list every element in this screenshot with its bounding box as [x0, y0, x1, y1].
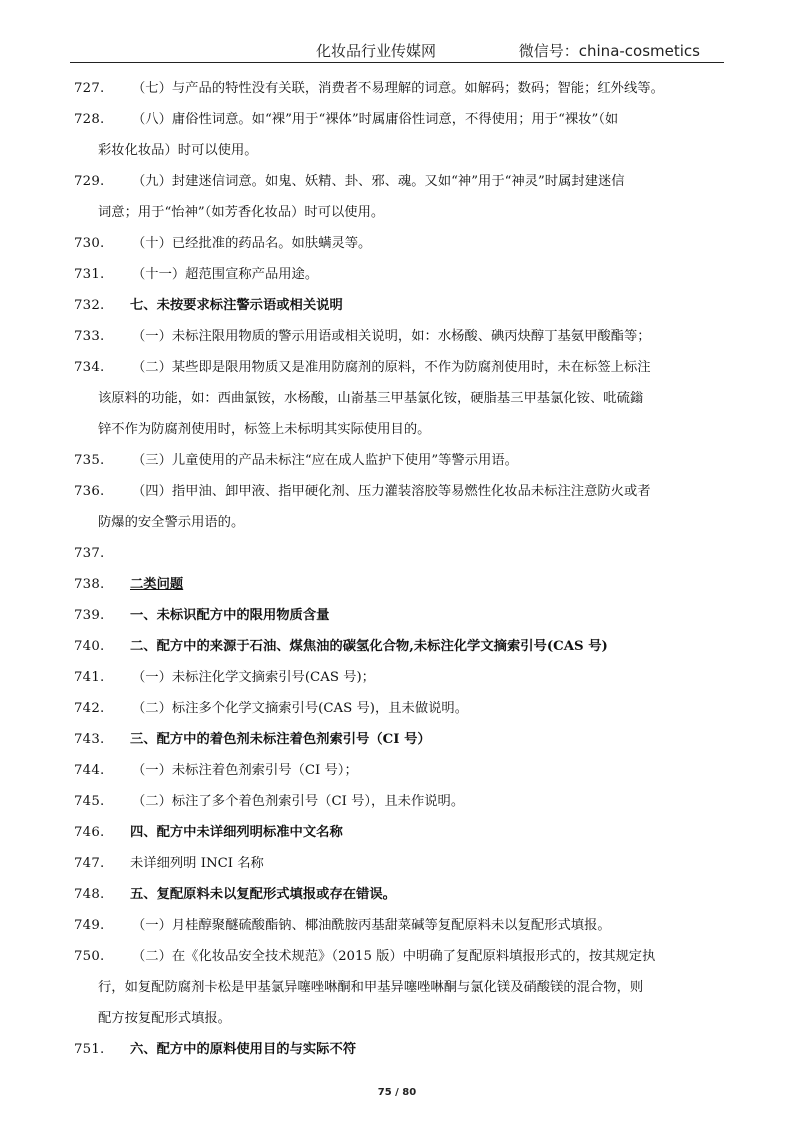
- section-heading: 二、配方中的来源于石油、煤焦油的碳氢化合物,未标注化学文摘索引号(CAS 号): [130, 639, 608, 654]
- line-737: [74, 541, 724, 572]
- line-738: [74, 572, 724, 603]
- line-text: （十）已经批准的药品名。如肤螨灵等。: [132, 236, 372, 251]
- line-text: 彩妆化妆品）时可以使用。: [98, 143, 258, 158]
- line-number: 733.: [74, 329, 105, 344]
- line-text: 防爆的安全警示用语的。: [98, 515, 245, 530]
- line-number: 742.: [74, 701, 105, 716]
- line-text: （八）庸俗性词意。如“裸”用于“裸体”时属庸俗性词意，不得使用；用于“裸妆”（如: [132, 112, 619, 127]
- line-number: 732.: [74, 298, 105, 313]
- section-heading: 一、未标识配方中的限用物质含量: [130, 608, 330, 623]
- line-727: [74, 76, 724, 107]
- line-number: 734.: [74, 360, 105, 375]
- line-731: [74, 262, 724, 293]
- line-text: （九）封建迷信词意。如鬼、妖精、卦、邪、魂。又如“神”用于“神灵”时属封建迷信: [132, 174, 625, 189]
- line-number: 750.: [74, 949, 105, 964]
- line-729: [74, 169, 724, 200]
- line-747: [74, 851, 724, 882]
- line-number: 747.: [74, 856, 105, 871]
- line-735: [74, 448, 724, 479]
- line-text: （二）标注了多个着色剂索引号（CI 号），且未作说明。: [132, 794, 465, 809]
- line-740: [74, 634, 724, 665]
- line-number: 744.: [74, 763, 105, 778]
- section-heading: 三、配方中的着色剂未标注着色剂索引号（CI 号）: [130, 732, 431, 747]
- line-text: （二）某些即是限用物质又是准用防腐剂的原料，不作为防腐剂使用时，未在标签上标注: [132, 360, 651, 375]
- line-number: 741.: [74, 670, 105, 685]
- line-text: （七）与产品的特性没有关联，消费者不易理解的词意。如解码；数码；智能；红外线等。: [132, 81, 664, 96]
- line-number: 729.: [74, 174, 105, 189]
- line-number: 743.: [74, 732, 105, 747]
- line-text: （一）月桂醇聚醚硫酸酯钠、椰油酰胺丙基甜菜碱等复配原料未以复配形式填报。: [132, 918, 611, 933]
- section-heading: 五、复配原料未以复配形式填报或存在错误。: [130, 887, 396, 902]
- line-text: （一）未标注化学文摘索引号(CAS 号)；: [132, 670, 375, 685]
- line-743: [74, 727, 724, 758]
- line-750: [74, 944, 724, 975]
- line-744: [74, 758, 724, 789]
- line-text: （一）未标注限用物质的警示用语或相关说明，如：水杨酸、碘丙炔醇丁基氨甲酸酯等；: [132, 329, 651, 344]
- line-751: [74, 1037, 724, 1068]
- line-number: 728.: [74, 112, 105, 127]
- line-741: [74, 665, 724, 696]
- section-heading: 六、配方中的原料使用目的与实际不符: [130, 1042, 357, 1057]
- line-number: 727.: [74, 81, 105, 96]
- line-text: 行，如复配防腐剂卡松是甲基氯异噻唑啉酮和甲基异噻唑啉酮与氯化镁及硝酸镁的混合物，则: [98, 980, 644, 995]
- page-header: [70, 38, 724, 63]
- line-number: 749.: [74, 918, 105, 933]
- line-number: 745.: [74, 794, 105, 809]
- line-number: 738.: [74, 577, 105, 592]
- line-text: （二）在《化妆品安全技术规范》（2015 版）中明确了复配原料填报形式的，按其规定执: [132, 949, 656, 964]
- line-750-cont: [74, 975, 724, 1006]
- page-number: 75 / 80: [377, 1087, 417, 1098]
- line-750-cont2: [74, 1006, 724, 1037]
- line-number: 739.: [74, 608, 105, 623]
- line-number: 746.: [74, 825, 105, 840]
- line-text: （四）指甲油、卸甲液、指甲硬化剂、压力灌装溶胶等易燃性化妆品未标注注意防火或者: [132, 484, 651, 499]
- line-text: （十一）超范围宣称产品用途。: [132, 267, 319, 282]
- line-734: [74, 355, 724, 386]
- line-739: [74, 603, 724, 634]
- line-text: （三）儿童使用的产品未标注“应在成人监护下使用”等警示用语。: [132, 453, 518, 468]
- line-730: [74, 231, 724, 262]
- line-742: [74, 696, 724, 727]
- line-number: 730.: [74, 236, 105, 251]
- line-729-cont: [74, 200, 724, 231]
- document-body: [74, 76, 724, 1068]
- line-733: [74, 324, 724, 355]
- line-748: [74, 882, 724, 913]
- line-number: 737.: [74, 546, 105, 561]
- line-number: 735.: [74, 453, 105, 468]
- line-728: [74, 107, 724, 138]
- line-text: 锌不作为防腐剂使用时，标签上未标明其实际使用目的。: [98, 422, 431, 437]
- line-number: 751.: [74, 1042, 105, 1057]
- line-text: 未详细列明 INCI 名称: [130, 856, 264, 871]
- line-736-cont: [74, 510, 724, 541]
- line-734-cont: [74, 386, 724, 417]
- header-site-name: 化妆品行业传媒网: [316, 42, 437, 60]
- line-number: 736.: [74, 484, 105, 499]
- section-heading: 四、配方中未详细列明标准中文名称: [130, 825, 343, 840]
- line-749: [74, 913, 724, 944]
- line-number: 748.: [74, 887, 105, 902]
- line-734-cont2: [74, 417, 724, 448]
- line-text: 词意；用于“怡神”（如芳香化妆品）时可以使用。: [98, 205, 385, 220]
- line-text: （二）标注多个化学文摘索引号(CAS 号)，且未做说明。: [132, 701, 469, 716]
- header-wechat-id: 微信号：china-cosmetics: [518, 42, 700, 60]
- line-745: [74, 789, 724, 820]
- line-text: （一）未标注着色剂索引号（CI 号）；: [132, 763, 358, 778]
- line-732: [74, 293, 724, 324]
- line-736: [74, 479, 724, 510]
- category-heading: 二类问题: [130, 577, 184, 592]
- section-heading: 七、未按要求标注警示语或相关说明: [130, 298, 343, 313]
- line-746: [74, 820, 724, 851]
- line-number: 731.: [74, 267, 105, 282]
- line-text: 配方按复配形式填报。: [98, 1011, 231, 1026]
- line-728-cont: [74, 138, 724, 169]
- line-number: 740.: [74, 639, 105, 654]
- line-text: 该原料的功能，如：西曲氯铵，水杨酸，山嵛基三甲基氯化铵，硬脂基三甲基氯化铵、吡硫鎓: [98, 391, 644, 406]
